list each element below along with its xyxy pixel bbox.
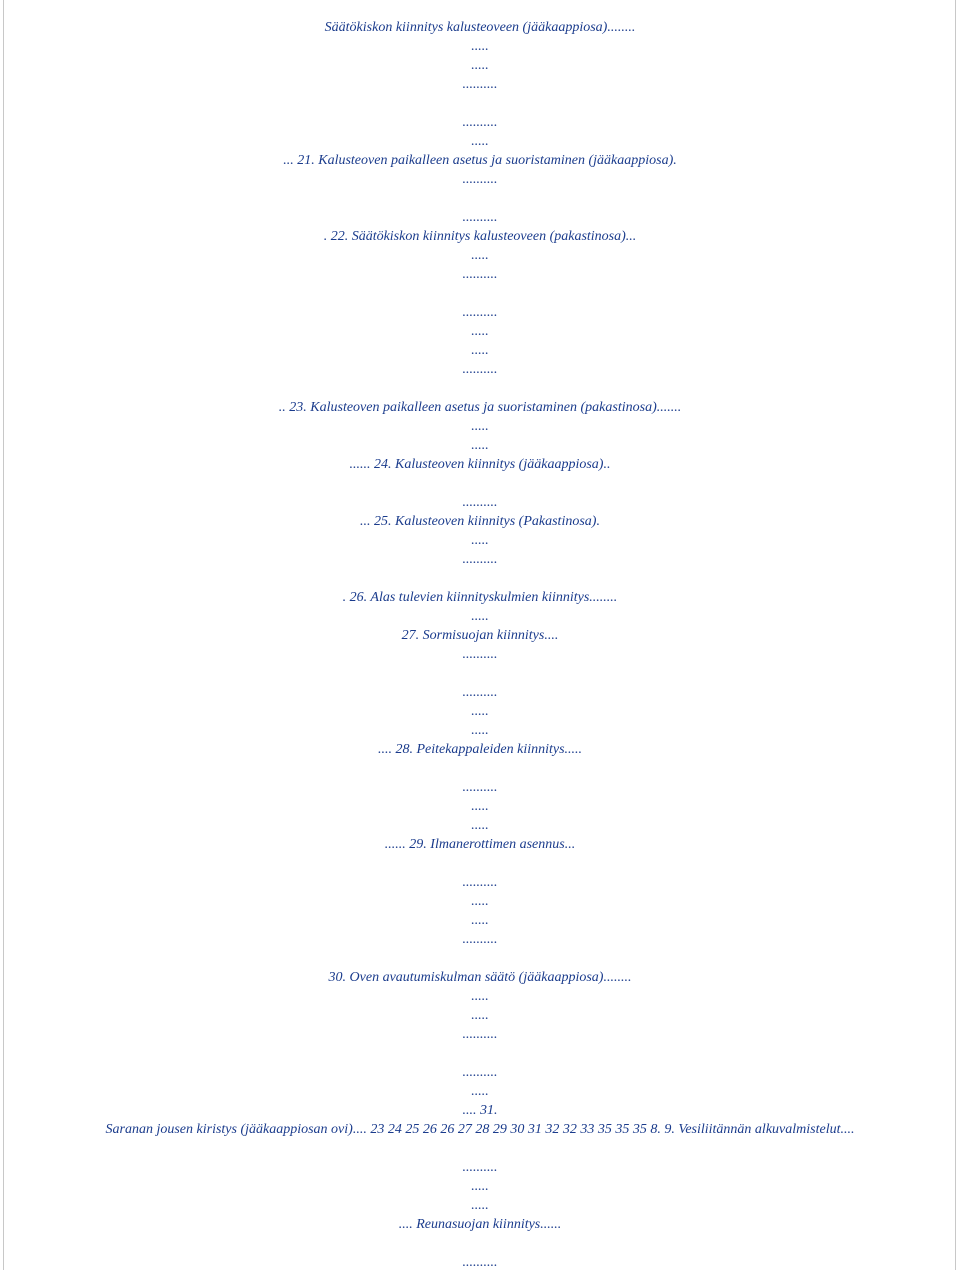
toc-line: .... 31. xyxy=(462,1103,498,1118)
toc-line: ..... xyxy=(471,818,489,833)
toc-line: ..... xyxy=(471,894,489,909)
toc-line: 30. Oven avautumiskulman säätö (jääkaappiosa)........ xyxy=(328,970,632,985)
toc-line xyxy=(0,854,960,873)
toc-line xyxy=(0,189,960,208)
toc-line xyxy=(0,94,960,113)
toc-line: ..... xyxy=(471,799,489,814)
toc-line: .......... xyxy=(462,780,498,795)
toc-line xyxy=(0,379,960,398)
toc-line: ..... xyxy=(471,533,489,548)
toc-line xyxy=(0,1234,960,1253)
toc-line: ..... xyxy=(471,1198,489,1213)
toc-line: ..... xyxy=(471,39,489,54)
toc-line xyxy=(0,664,960,683)
toc-line: ..... xyxy=(471,1084,489,1099)
toc-line: ... 25. Kalusteoven kiinnitys (Pakastinosa). xyxy=(360,514,600,529)
toc-line: ... 21. Kalusteoven paikalleen asetus ja suoristaminen (jääkaappiosa). xyxy=(283,153,677,168)
toc-line: ..... xyxy=(471,419,489,434)
toc-line: .......... xyxy=(462,172,498,187)
toc-line: .......... xyxy=(462,875,498,890)
toc-line: ..... xyxy=(471,324,489,339)
toc-line: ..... xyxy=(471,248,489,263)
toc-line: .......... xyxy=(462,552,498,567)
toc-line: .......... xyxy=(462,115,498,130)
toc-line: .......... xyxy=(462,1027,498,1042)
toc-line xyxy=(0,759,960,778)
toc-line xyxy=(0,949,960,968)
toc-line: .. 23. Kalusteoven paikalleen asetus ja suoristaminen (pakastinosa)....... xyxy=(278,400,682,415)
toc-line: .......... xyxy=(462,1255,498,1270)
toc-line: Saranan jousen kiristys (jääkaappiosan ovi).... 23 24 25 26 26 27 28 29 30 31 32 32 33 35 35 35 8. 9. Vesiliitännän alkuvalmistelut.... xyxy=(105,1122,855,1137)
toc-line: .......... xyxy=(462,685,498,700)
toc-line: .......... xyxy=(462,495,498,510)
toc-line: ..... xyxy=(471,1008,489,1023)
toc-line: ..... xyxy=(471,723,489,738)
toc-line: .......... xyxy=(462,932,498,947)
toc-line: ...... 29. Ilmanerottimen asennus... xyxy=(384,837,576,852)
toc-line: ..... xyxy=(471,989,489,1004)
toc-line: .... Reunasuojan kiinnitys...... xyxy=(398,1217,562,1232)
toc-line: ..... xyxy=(471,704,489,719)
toc-line: ..... xyxy=(471,58,489,73)
toc-line: ..... xyxy=(471,343,489,358)
toc-line: .......... xyxy=(462,1065,498,1080)
toc-line: .......... xyxy=(462,305,498,320)
toc-line: ..... xyxy=(471,913,489,928)
toc-line: ..... xyxy=(471,438,489,453)
toc-line xyxy=(0,569,960,588)
toc-line: ...... 24. Kalusteoven kiinnitys (jääkaappiosa).. xyxy=(349,457,611,472)
toc-line: .......... xyxy=(462,647,498,662)
toc-line: .......... xyxy=(462,362,498,377)
toc-line: . 22. Säätökiskon kiinnitys kalusteoveen (pakastinosa)... xyxy=(323,229,637,244)
toc-line xyxy=(0,1044,960,1063)
toc-line: .......... xyxy=(462,77,498,92)
toc-line: 27. Sormisuojan kiinnitys.... xyxy=(401,628,559,643)
toc-line: ..... xyxy=(471,609,489,624)
toc-line xyxy=(0,474,960,493)
toc-line: Säätökiskon kiinnitys kalusteoveen (jääkaappiosa)........ xyxy=(324,20,636,35)
toc-line: .......... xyxy=(462,267,498,282)
table-of-contents xyxy=(0,18,960,1272)
toc-line: .......... xyxy=(462,210,498,225)
toc-line: ..... xyxy=(471,134,489,149)
toc-line xyxy=(0,1139,960,1158)
toc-line xyxy=(0,284,960,303)
toc-line: ..... xyxy=(471,1179,489,1194)
toc-line: . 26. Alas tulevien kiinnityskulmien kiinnitys........ xyxy=(342,590,618,605)
toc-line: .......... xyxy=(462,1160,498,1175)
toc-line: .... 28. Peitekappaleiden kiinnitys..... xyxy=(377,742,583,757)
